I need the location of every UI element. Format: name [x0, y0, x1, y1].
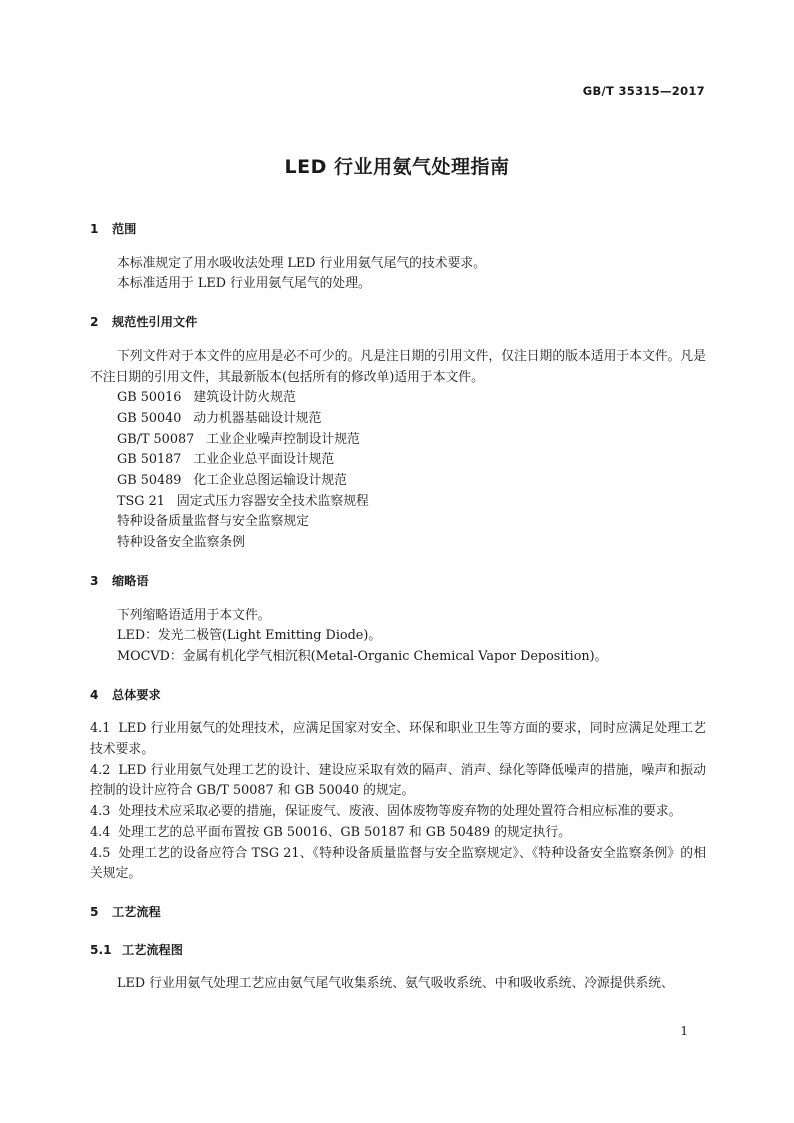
reference-name: 特种设备安全监察条例 [117, 535, 245, 551]
section-number: 1 [90, 222, 99, 236]
clause-4-3 [90, 802, 706, 823]
standard-code: GB/T 35315—2017 [582, 84, 705, 98]
clause-text: 处理工艺的总平面布置按 GB 50016、GB 50187 和 GB 50489 的规定执行。 [118, 824, 571, 840]
section-title: 规范性引用文件 [112, 315, 198, 330]
reference-item [90, 450, 706, 471]
reference-code: GB 50016 [117, 390, 182, 406]
clause-4-5 [90, 844, 706, 885]
page-number: 1 [680, 1024, 688, 1038]
section-number: 5 [90, 904, 99, 919]
reference-name: 动力机器基础设计规范 [193, 410, 322, 426]
clause-number: 4.2 [90, 762, 111, 778]
paragraph: 下列缩略语适用于本文件。 [117, 607, 271, 623]
reference-code: TSG 21 [117, 493, 165, 509]
reference-name: 建筑设计防火规范 [193, 390, 296, 406]
paragraph: LED：发光二极管(Light Emitting Diode)。 [117, 628, 382, 644]
reference-item [90, 409, 706, 430]
reference-name: 特种设备质量监督与安全监察规定 [117, 514, 309, 530]
reference-item [90, 471, 706, 492]
reference-item [90, 492, 706, 513]
clause-4-1 [90, 719, 706, 760]
reference-name: 固定式压力容器安全技术监察规程 [176, 493, 369, 509]
section-number: 4 [90, 687, 99, 702]
clause-number: 4.5 [90, 845, 111, 861]
section-3-heading [90, 571, 706, 592]
section-title: 工艺流程 [112, 904, 161, 919]
clause-4-4 [90, 823, 706, 844]
subsection-number: 5.1 [90, 942, 112, 957]
paragraph: LED 行业用氨气处理工艺应由氨气尾气收集系统、氨气吸收系统、中和吸收系统、冷源提供系统、 [117, 976, 674, 992]
clause-number: 4.4 [90, 824, 111, 840]
reference-code: GB 50187 [117, 452, 182, 468]
reference-item [90, 430, 706, 451]
section-1-heading [90, 219, 706, 240]
subsection-5-1-heading [90, 940, 706, 961]
section-5-heading [90, 902, 706, 923]
section-2-heading [90, 312, 706, 333]
document-title: LED 行业用氨气处理指南 [284, 156, 510, 178]
clause-number: 4.1 [90, 721, 111, 737]
reference-code: GB 50489 [117, 473, 182, 489]
section-number: 3 [90, 573, 99, 588]
clause-4-2 [90, 761, 706, 802]
clause-number: 4.3 [90, 804, 111, 820]
section-4-heading [90, 685, 706, 706]
section-title: 范围 [112, 222, 137, 236]
clause-text: 处理工艺的设备应符合 TSG 21、《特种设备质量监督与安全监察规定》、《特种设备安全监察条例》的相关规定。 [90, 845, 706, 882]
document-body [90, 219, 706, 995]
reference-code: GB/T 50087 [117, 431, 195, 447]
reference-name: 化工企业总图运输设计规范 [193, 473, 347, 489]
clause-text: 处理技术应采取必要的措施，保证废气、废液、固体废物等废弃物的处理处置符合相应标准的要求。 [118, 804, 682, 820]
subsection-title: 工艺流程图 [122, 942, 183, 957]
section-title: 缩略语 [112, 573, 149, 588]
clause-text: LED 行业用氨气处理工艺的设计、建设应采取有效的隔声、消声、绿化等降低噪声的措施，噪声和振动控制的设计应符合 GB/T 50087 和 GB 50040 的规定。 [90, 762, 706, 799]
clause-text: LED 行业用氨气的处理技术，应满足国家对安全、环保和职业卫生等方面的要求，同时应满足处理工艺技术要求。 [90, 721, 706, 758]
section-title: 总体要求 [112, 687, 161, 702]
paragraph: 本标准规定了用水吸收法处理 LED 行业用氨气尾气的技术要求。 [117, 255, 486, 271]
reference-item [90, 388, 706, 409]
reference-item [90, 533, 706, 554]
reference-item [90, 512, 706, 533]
reference-name: 工业企业噪声控制设计规范 [206, 431, 360, 447]
reference-name: 工业企业总平面设计规范 [193, 452, 335, 468]
section-number: 2 [90, 315, 99, 330]
paragraph: 下列文件对于本文件的应用是必不可少的。凡是注日期的引用文件，仅注日期的版本适用于本文件。凡是不注日期的引用文件，其最新版本(包括所有的修改单)适用于本文件。 [90, 348, 706, 385]
reference-code: GB 50040 [117, 410, 182, 426]
paragraph: 本标准适用于 LED 行业用氨气尾气的处理。 [117, 276, 371, 292]
paragraph: MOCVD：金属有机化学气相沉积(Metal-Organic Chemical Vapor Deposition)。 [117, 648, 608, 664]
